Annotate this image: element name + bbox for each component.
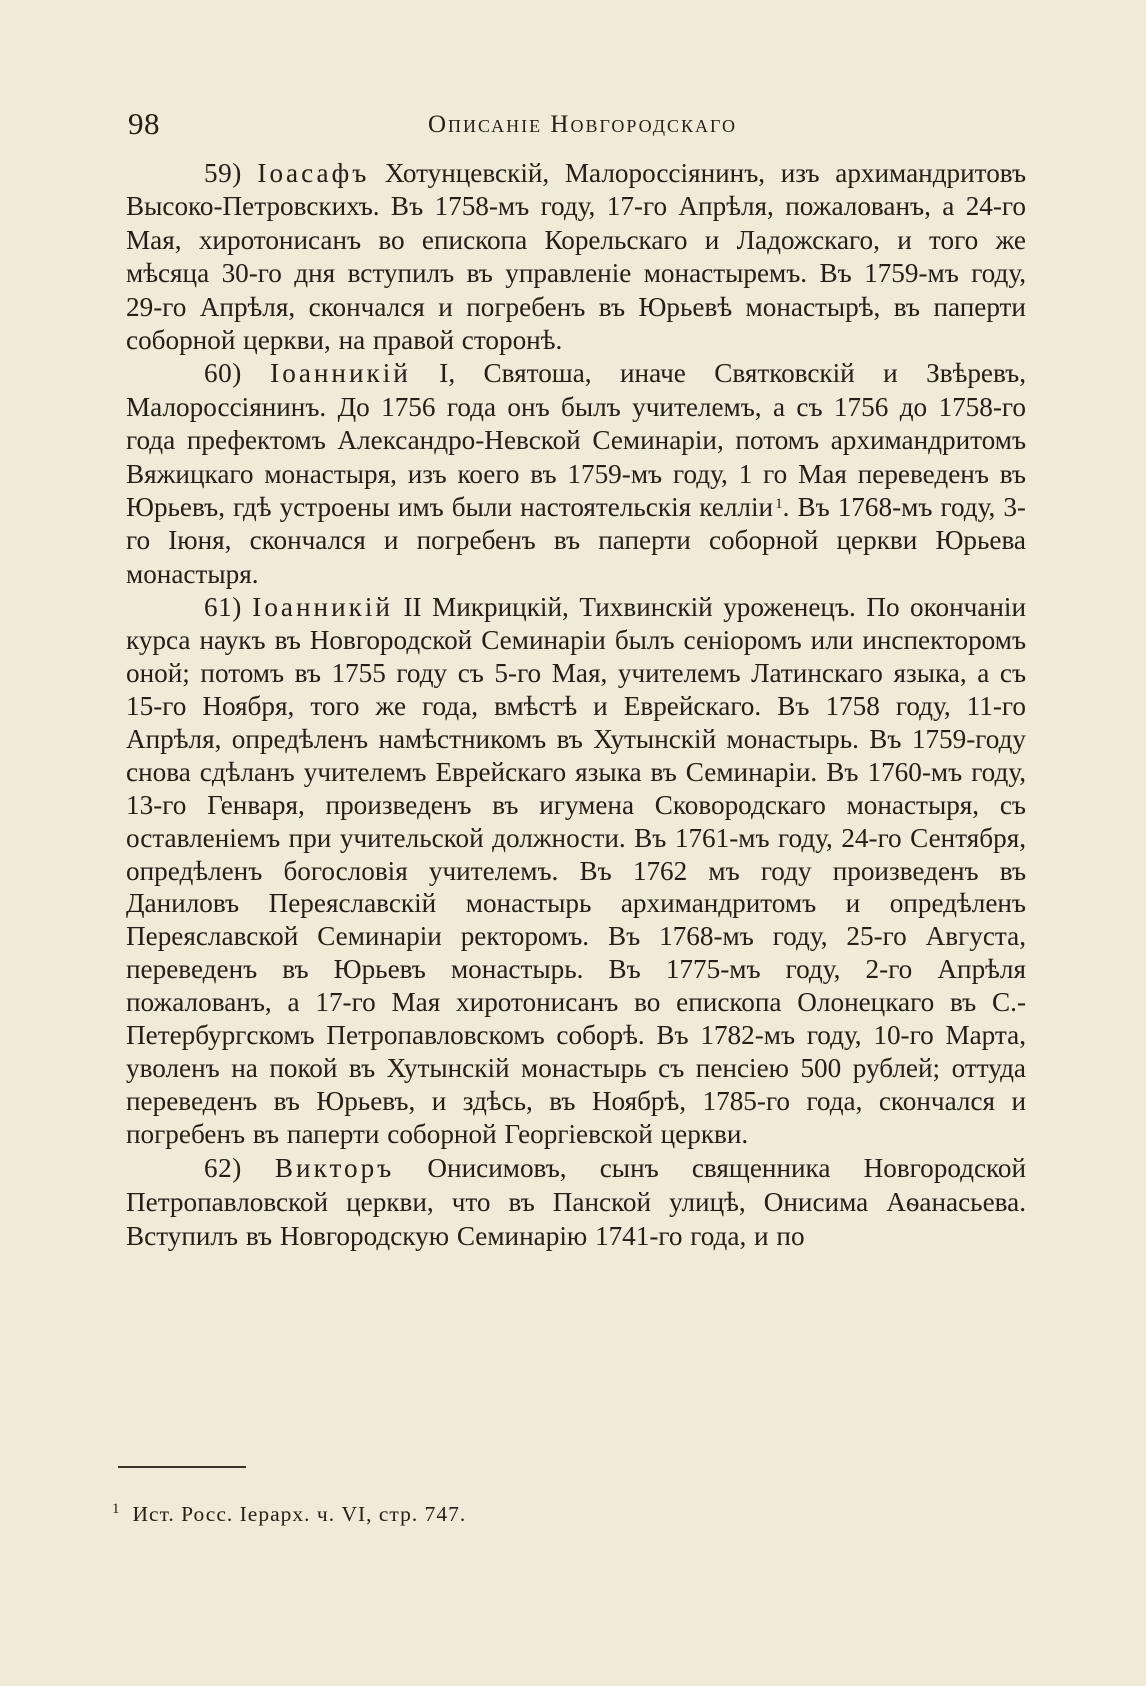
entry-text: II Микрицкій, Тихвинскій уроженецъ. По окончаніи курса наукъ въ Новгородской Семинаріи былъ сеніоромъ или инспекторомъ оной; потомъ въ 1755 году съ 5-го Мая, учителемъ Латинскаго языка, а съ 15-го Ноября, того же года, вмѣстѣ и Еврейскаго. Въ 1758 году, 11-го Апрѣля, опредѣленъ намѣстникомъ въ Хутынскій монастырь. Въ 1759-году снова сдѣланъ учителемъ Еврейскаго языка въ Семинаріи. Въ 1760-мъ году, 13-го Генваря, произведенъ въ игумена Сковородскаго монастыря, съ оставленіемъ при учительской должности. Въ 1761-мъ году, 24-го Сентября, опредѣленъ богословія учителемъ. Въ 1762 мъ году произведенъ въ Даниловъ Переяславскій монастырь архимандритомъ и опредѣленъ Переяславской Семинаріи ректоромъ. Въ 1768-мъ году, 25-го Августа, переведенъ въ Юрьевъ монастырь. Въ 1775-мъ году, 2-го Апрѣля пожалованъ, а 17-го Мая хиротонисанъ во епископа Олонецкаго въ С.-Петербургскомъ Петропавловскомъ соборѣ. Въ 1782-мъ году, 10-го Марта, уволенъ на покой въ Хутынскій монастырь съ пенсіею 500 рублей; оттуда переведенъ въ Юрьевъ, и здѣсь, въ Ноябрѣ, 1785-го года, скончался и погребенъ въ паперти соборной Георгіевской церкви. [126,592,1027,1149]
entry-text: Онисимовъ, сынъ священника Новгородской Петропавловской церкви, что въ Панской улицѣ, Онисима Аѳанасьева. Вступилъ въ Новгородскую Семинарію 1741-го года, и по [126,1152,1026,1251]
entry-name: Іоанникій [252,592,393,623]
entry-paragraph [126,591,1026,1150]
entry-name: Іоанникій [270,358,411,389]
entry-name: Викторъ [274,1152,395,1183]
footnote-reference: 1 [775,496,783,513]
footnote-text: Ист. Росс. Іерарх. ч. VI, стр. 747. [132,1502,467,1526]
entry-text: I, Святоша, иначе Святковскій и Звѣревъ, Малороссіянинъ. До 1756 года онъ былъ учителемъ, а съ 1756 до 1758-го года префектомъ Александро-Невской Семинаріи, потомъ архимандритомъ Вяжицкаго монастыря, изъ коего въ 1759-мъ году, 1 го Мая переведенъ въ Юрьевъ, гдѣ устроены имъ были настоятельскія келліи [126,358,1027,523]
body-text [126,157,1026,1253]
footnote-divider [118,1466,246,1468]
entry-paragraph [126,357,1026,591]
entry-name: Іоасафъ [257,158,370,188]
page-number: 98 [128,106,160,141]
entry-text-continued: . Въ 1768-мъ году, 3-го Іюня, скончался и погребенъ въ паперти соборной церкви Юрьева монастыря. [126,492,1026,589]
entry-number: 61) [204,592,242,623]
entry-text: Хотунцевскій, Малороссіянинъ, изъ архимандритовъ Высоко-Петровскихъ. Въ 1758-мъ году, 17-го Апрѣля, пожалованъ, а 24-го Мая, хиротонисанъ во епископа Корельскаго и Ладожскаго, и того же мѣсяца 30-го дня вступилъ въ управленіе монастыремъ. Въ 1759-мъ году, 29-го Апрѣля, скончался и погребенъ въ Юрьевѣ монастырѣ, въ паперти соборной церкви, на правой сторонѣ. [126,158,1026,356]
entry-paragraph [126,1151,1026,1253]
entry-number: 60) [204,358,242,389]
footnote [112,1502,912,1527]
entry-paragraph [126,157,1026,357]
entry-number: 62) [204,1152,242,1183]
entry-number: 59) [204,158,242,188]
footnote-marker: 1 [112,1501,121,1517]
running-title: Описаніе Новгородскаго [428,111,737,138]
running-head [124,106,1024,150]
